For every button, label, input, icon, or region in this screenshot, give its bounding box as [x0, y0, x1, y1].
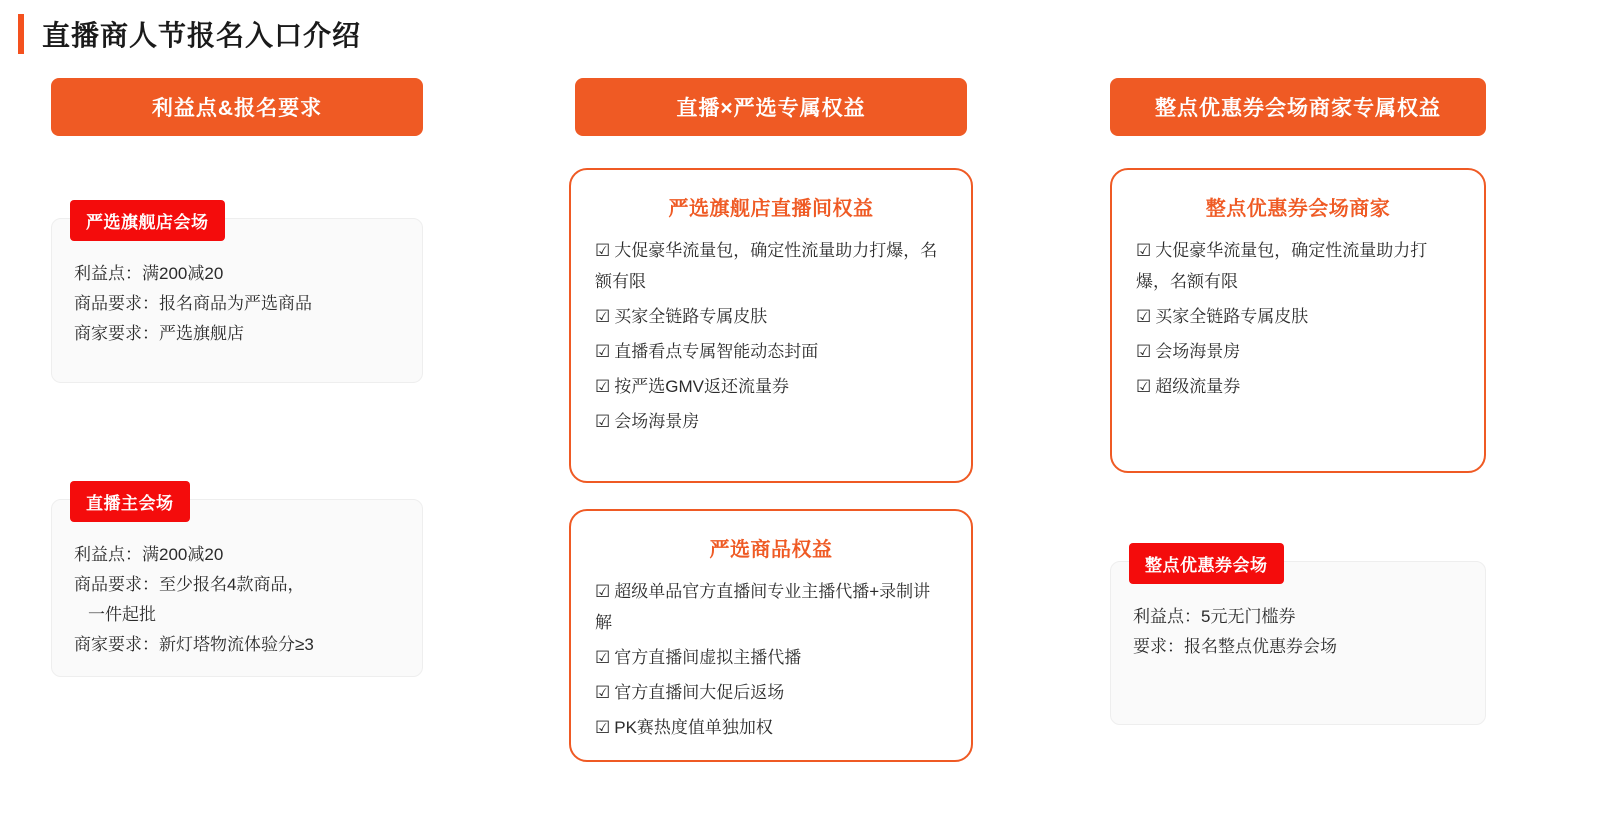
- card-line: 利益点：5元无门槛券: [1133, 607, 1296, 626]
- card-title: 严选旗舰店直播间权益: [668, 198, 874, 220]
- checkbox-icon: ☑: [1136, 342, 1152, 361]
- page-title: 直播商人节报名入口介绍: [42, 20, 362, 51]
- bullet-item: [1136, 371, 1460, 402]
- card-line: 商品要求：报名商品为严选商品: [74, 294, 312, 313]
- bullet-text: 会场海景房: [1155, 342, 1241, 361]
- bullet-item: [595, 371, 947, 402]
- checkbox-icon: ☑: [595, 648, 611, 667]
- card-body: [52, 219, 422, 375]
- bullet-text: 会场海景房: [614, 412, 700, 431]
- card-line: 商品要求：至少报名4款商品，: [74, 575, 305, 594]
- checkbox-icon: ☑: [1136, 377, 1152, 396]
- bullet-text: 官方直播间虚拟主播代播: [614, 648, 802, 667]
- column-3-header: 整点优惠券会场商家专属权益: [1110, 78, 1486, 136]
- card-title: 整点优惠券会场商家: [1205, 198, 1391, 220]
- card-title: 严选商品权益: [709, 539, 833, 561]
- column-live-yanxuan-rights: [569, 78, 973, 762]
- bullet-text: 直播看点专属智能动态封面: [614, 342, 819, 361]
- checkbox-icon: ☑: [595, 307, 611, 326]
- card-live-main-venue: [51, 494, 423, 677]
- tag-yanxuan-flagship-venue: 严选旗舰店会场: [70, 200, 225, 241]
- card-yanxuan-flagship-venue: [51, 213, 423, 383]
- checkbox-icon: ☑: [595, 683, 611, 702]
- bullet-item: [595, 712, 947, 743]
- card-line: 利益点：满200减20: [74, 264, 224, 283]
- bullet-item: [595, 642, 947, 673]
- bullet-text: 超级单品官方直播间专业主播代播+录制讲解: [595, 582, 931, 632]
- bullet-text: PK赛热度值单独加权: [614, 718, 773, 737]
- bullet-item: [595, 677, 947, 708]
- checkbox-icon: ☑: [595, 342, 611, 361]
- card-line: 要求：报名整点优惠券会场: [1133, 637, 1337, 656]
- card-line: 一件起批: [88, 605, 156, 624]
- card-coupon-venue-merchant: [1110, 168, 1486, 473]
- bullet-item: [595, 301, 947, 332]
- bullet-text: 买家全链路专属皮肤: [614, 307, 768, 326]
- column-2-header: 直播×严选专属权益: [575, 78, 967, 136]
- bullet-item: [1136, 301, 1460, 332]
- bullet-text: 超级流量券: [1155, 377, 1241, 396]
- tag-coupon-venue: 整点优惠券会场: [1129, 543, 1284, 584]
- checkbox-icon: ☑: [595, 377, 611, 396]
- checkbox-icon: ☑: [595, 582, 611, 601]
- page-title-block: [18, 14, 361, 54]
- card-line: 商家要求：新灯塔物流体验分≥3: [74, 635, 314, 654]
- bullet-text: 买家全链路专属皮肤: [1155, 307, 1309, 326]
- bullet-item: [1136, 235, 1460, 297]
- card-line: 利益点：满200减20: [74, 545, 224, 564]
- bullet-text: 大促豪华流量包，确定性流量助力打爆，名额有限: [595, 241, 938, 291]
- column-coupon-venue-rights: [1110, 78, 1486, 725]
- column-benefits-requirements: [51, 78, 423, 677]
- checkbox-icon: ☑: [1136, 307, 1152, 326]
- bullet-item: [595, 336, 947, 367]
- bullet-item: [595, 406, 947, 437]
- bullet-text: 按严选GMV返还流量券: [614, 377, 789, 396]
- card-yanxuan-product-rights: [569, 509, 973, 762]
- title-accent-bar: [18, 14, 24, 54]
- checkbox-icon: ☑: [595, 718, 611, 737]
- checkbox-icon: ☑: [595, 412, 611, 431]
- bullet-item: [1136, 336, 1460, 367]
- bullet-text: 官方直播间大促后返场: [614, 683, 785, 702]
- card-body: [52, 500, 422, 686]
- checkbox-icon: ☑: [1136, 241, 1152, 260]
- column-1-header: 利益点&报名要求: [51, 78, 423, 136]
- card-line: 商家要求：严选旗舰店: [74, 324, 244, 343]
- checkbox-icon: ☑: [595, 241, 611, 260]
- tag-live-main-venue: 直播主会场: [70, 481, 190, 522]
- card-coupon-venue: [1110, 556, 1486, 725]
- card-yanxuan-flagship-live-rights: [569, 168, 973, 483]
- bullet-item: [595, 576, 947, 638]
- bullet-item: [595, 235, 947, 297]
- bullet-text: 大促豪华流量包，确定性流量助力打爆，名额有限: [1136, 241, 1428, 291]
